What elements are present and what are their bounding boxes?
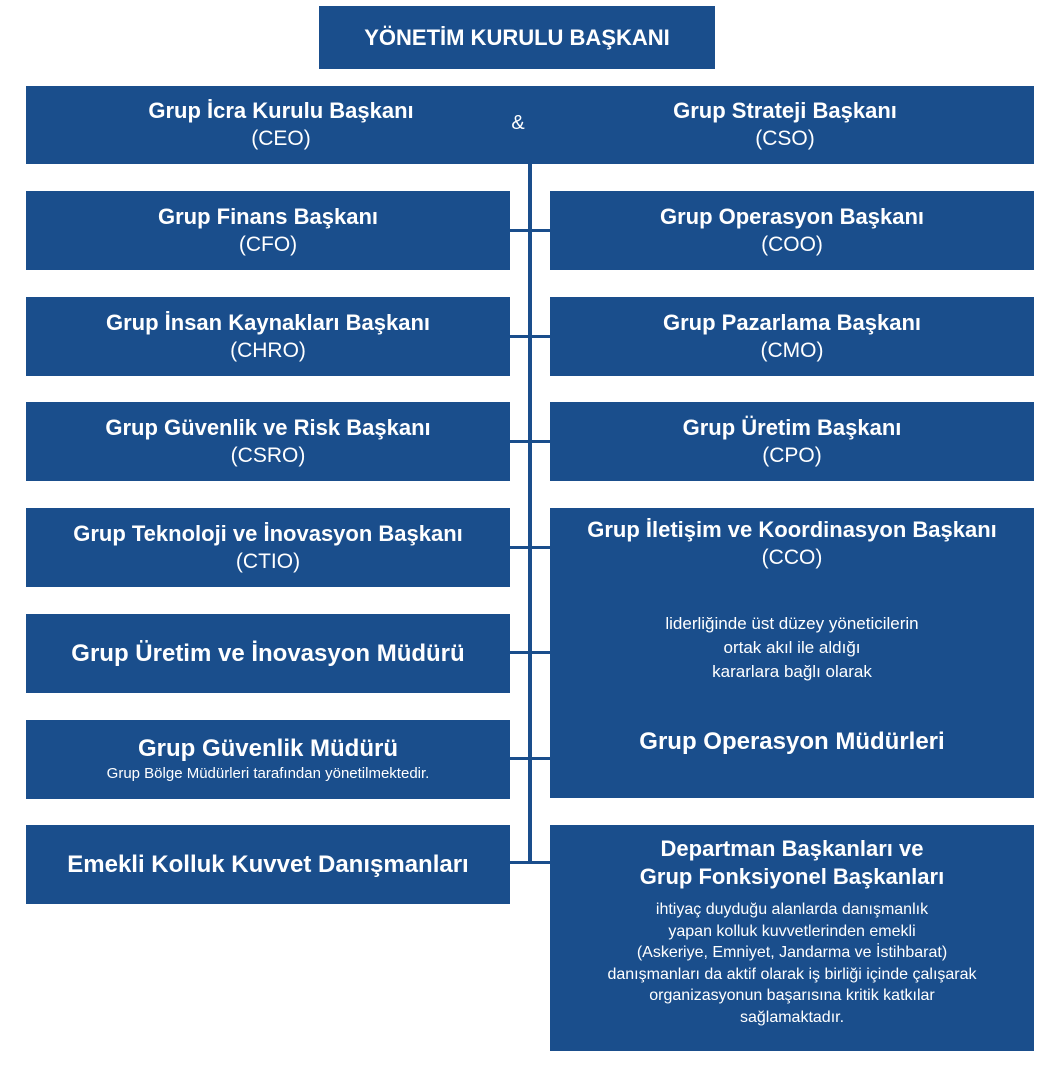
ceo-abbr: (CEO): [251, 127, 311, 150]
department-heads-note-line: yapan kolluk kuvvetlerinden emekli: [668, 922, 916, 940]
department-heads-note-line: danışmanları da aktif olarak iş birliği içinde çalışarak: [607, 965, 977, 983]
cmo-abbr: (CMO): [760, 338, 824, 362]
department-heads-title-line: Grup Fonksiyonel Başkanları: [639, 864, 945, 889]
chro-title: Grup İnsan Kaynakları Başkanı: [105, 309, 431, 335]
branch-connector: [510, 546, 550, 549]
cpo-title: Grup Üretim Başkanı: [682, 414, 902, 440]
board-chairman-box: [319, 6, 715, 69]
cfo-title: Grup Finans Başkanı: [157, 203, 379, 229]
operations-managers-title: Grup Operasyon Müdürleri: [639, 728, 945, 755]
branch-connector: [510, 861, 550, 864]
cso-title: Grup Strateji Başkanı: [673, 98, 897, 123]
department-heads-note-line: organizasyonun başarısına kritik katkılar: [649, 987, 935, 1004]
security-manager-title: Grup Güvenlik Müdürü: [137, 735, 398, 762]
csro-title: Grup Güvenlik ve Risk Başkanı: [105, 414, 431, 440]
coo-title: Grup Operasyon Başkanı: [659, 203, 925, 229]
cmo-box: [550, 297, 1034, 376]
ctio-abbr: (CTIO): [235, 549, 301, 573]
chro-abbr: (CHRO): [230, 338, 306, 362]
cco-note-line: ortak akıl ile aldığı: [723, 638, 861, 657]
branch-connector: [510, 651, 550, 654]
department-heads-title-line: Departman Başkanları ve: [660, 836, 924, 861]
cco-abbr: (CCO): [761, 546, 823, 569]
security-manager-note: Grup Bölge Müdürleri tarafından yönetilmektedir.: [106, 765, 430, 782]
retired-advisors-title: Emekli Kolluk Kuvvet Danışmanları: [67, 850, 469, 878]
csro-abbr: (CSRO): [230, 443, 306, 467]
security-manager-box: [26, 720, 510, 799]
department-heads-note-line: (Askeriye, Emniyet, Jandarma ve İstihbarat): [636, 944, 948, 961]
executive-box: [26, 86, 1034, 164]
cfo-abbr: (CFO): [238, 232, 298, 256]
cmo-title: Grup Pazarlama Başkanı: [662, 309, 921, 335]
ctio-box: [26, 508, 510, 587]
coo-abbr: (COO): [761, 232, 823, 256]
cco-note-line: kararlara bağlı olarak: [712, 662, 872, 681]
cco-box: [550, 508, 1034, 798]
ctio-title: Grup Teknoloji ve İnovasyon Başkanı: [73, 520, 463, 546]
ceo-title: Grup İcra Kurulu Başkanı: [148, 98, 414, 123]
cso-abbr: (CSO): [755, 127, 815, 150]
cco-note-line: liderliğinde üst düzey yöneticilerin: [665, 614, 919, 633]
ceo-section: [26, 86, 536, 164]
department-heads-note-line: sağlamaktadır.: [739, 1008, 845, 1026]
department-heads-box: [550, 825, 1034, 1051]
ampersand: &: [511, 112, 525, 134]
csro-box: [26, 402, 510, 481]
board-chairman-title: YÖNETİM KURULU BAŞKANI: [364, 24, 670, 50]
branch-connector: [510, 440, 550, 443]
cpo-box: [550, 402, 1034, 481]
cco-title: Grup İletişim ve Koordinasyon Başkanı: [587, 517, 997, 542]
branch-connector: [510, 335, 550, 338]
production-innovation-manager-box: [26, 614, 510, 693]
chro-box: [26, 297, 510, 376]
cfo-box: [26, 191, 510, 270]
coo-box: [550, 191, 1034, 270]
production-innovation-manager-title: Grup Üretim ve İnovasyon Müdürü: [71, 639, 465, 667]
department-heads-note-line: ihtiyaç duyduğu alanlarda danışmanlık: [655, 901, 929, 918]
cso-section: [536, 86, 1034, 164]
cpo-abbr: (CPO): [762, 443, 822, 467]
retired-advisors-box: [26, 825, 510, 904]
branch-connector: [510, 757, 550, 760]
branch-connector: [510, 229, 550, 232]
